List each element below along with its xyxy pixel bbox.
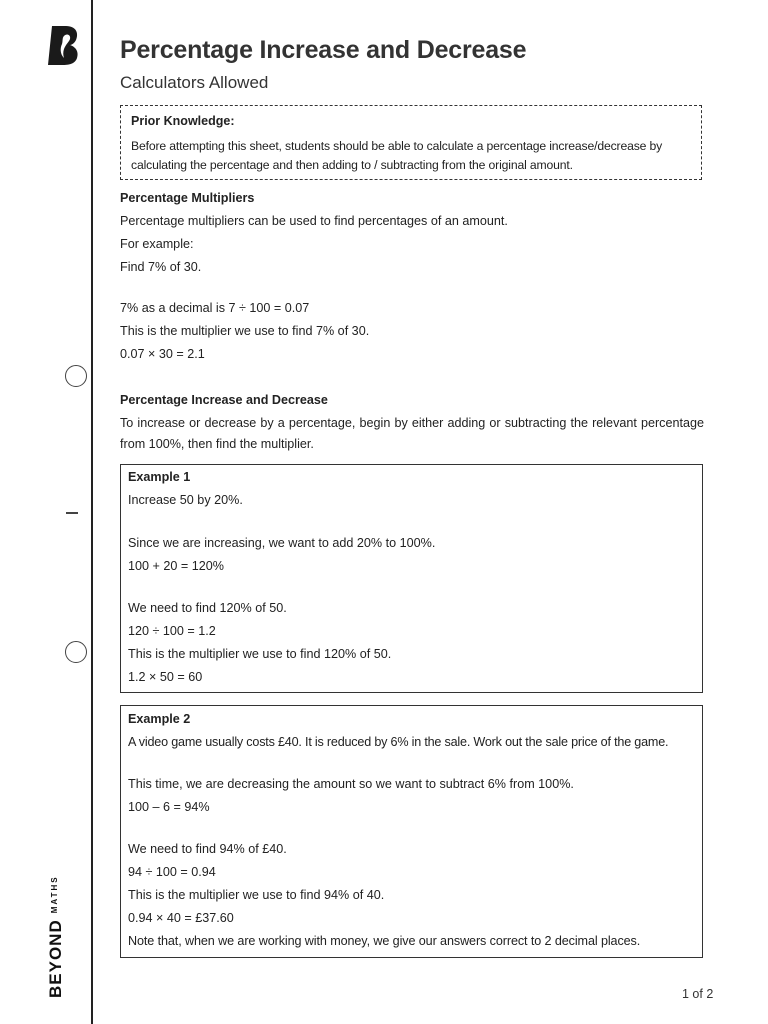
incdec-heading: Percentage Increase and Decrease [120, 393, 328, 407]
example-2-title: Example 2 [128, 712, 191, 726]
example-2-line: This time, we are decreasing the amount so we want to subtract 6% from 100%. [128, 777, 574, 791]
multipliers-line: 0.07 × 30 = 2.1 [120, 347, 205, 361]
example-1-line: 100 + 20 = 120% [128, 559, 224, 573]
prior-knowledge-heading: Prior Knowledge: [131, 114, 235, 128]
prior-knowledge-text: Before attempting this sheet, students should be able to calculate a percentage increase/decrease by calculating the percentage and then adding to / subtracting from the original amount. [131, 139, 663, 172]
page-subtitle: Calculators Allowed [120, 73, 269, 92]
punch-hole-top [65, 365, 87, 387]
example-2-line: A video game usually costs £40. It is reduced by 6% in the sale. Work out the sale price of the game. [128, 735, 669, 749]
incdec-text: To increase or decrease by a percentage, begin by either adding or subtracting the relevant percentage from 100%, then find the multiplier. [120, 416, 704, 451]
example-2-line: 94 ÷ 100 = 0.94 [128, 865, 216, 879]
example-2-line: This is the multiplier we use to find 94% of 40. [128, 888, 385, 902]
prior-knowledge-box [120, 105, 702, 180]
brand-sub: MATHS [50, 875, 59, 914]
example-1-box [120, 464, 703, 693]
example-1-line: Increase 50 by 20%. [128, 493, 243, 507]
fold-mark [66, 512, 78, 514]
brand-main: BEYOND [46, 919, 65, 998]
example-1-line: 120 ÷ 100 = 1.2 [128, 624, 216, 638]
example-2-line: Note that, when we are working with money, we give our answers correct to 2 decimal places. [128, 934, 641, 948]
punch-hole-bottom [65, 641, 87, 663]
beyond-logo-icon [46, 24, 80, 66]
example-1-title: Example 1 [128, 470, 191, 484]
multipliers-line: Find 7% of 30. [120, 260, 202, 274]
example-1-line: 1.2 × 50 = 60 [128, 670, 203, 684]
example-2-box [120, 705, 703, 958]
page-number: 1 of 2 [682, 987, 714, 1001]
example-2-line: We need to find 94% of £40. [128, 842, 287, 856]
multipliers-heading: Percentage Multipliers [120, 191, 255, 205]
example-2-line: 100 – 6 = 94% [128, 800, 210, 814]
page-title: Percentage Increase and Decrease [120, 36, 527, 64]
brand-vertical [46, 875, 66, 998]
multipliers-line: Percentage multipliers can be used to find percentages of an amount. [120, 214, 508, 228]
example-1-line: We need to find 120% of 50. [128, 601, 287, 615]
example-1-line: This is the multiplier we use to find 120% of 50. [128, 647, 392, 661]
multipliers-line: 7% as a decimal is 7 ÷ 100 = 0.07 [120, 301, 310, 315]
multipliers-line: For example: [120, 237, 194, 251]
multipliers-line: This is the multiplier we use to find 7% of 30. [120, 324, 370, 338]
example-1-line: Since we are increasing, we want to add 20% to 100%. [128, 536, 436, 550]
margin-line [91, 0, 93, 1024]
example-2-line: 0.94 × 40 = £37.60 [128, 911, 234, 925]
